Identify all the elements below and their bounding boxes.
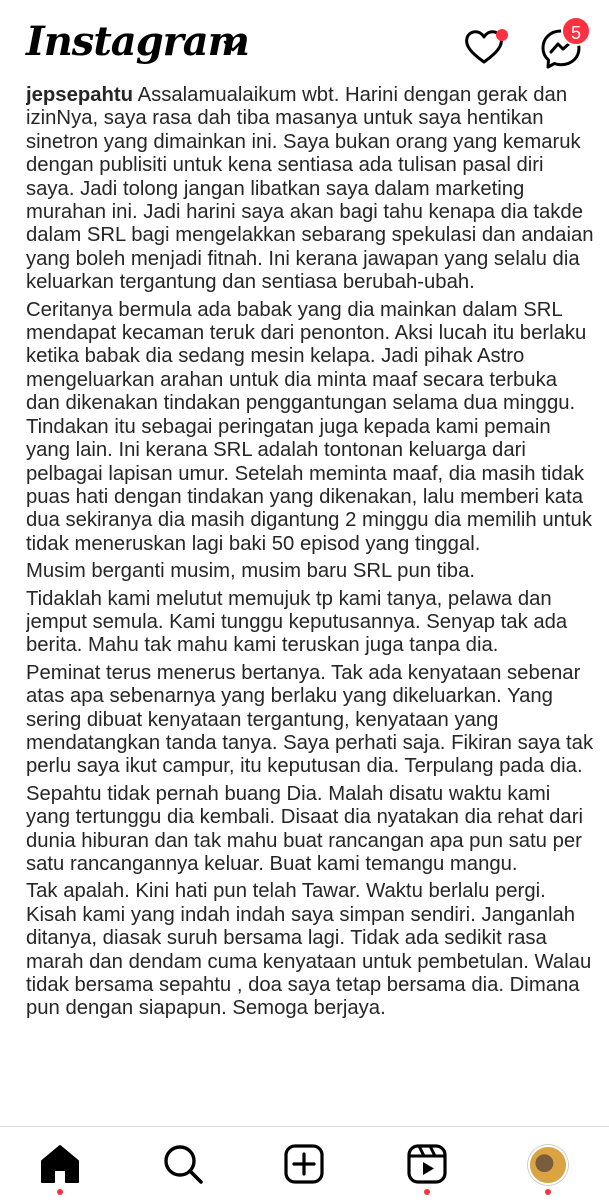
caption-paragraph: Tak apalah. Kini hati pun telah Tawar. Waktu berlalu pergi. Kisah kami yang indah indah saya simpan sendiri. Janganlah ditanya, diasak suruh bersama lagi. Tidak ada sedikit rasa marah dan dendam cuma kenyataan untuk pembetulan. Walau tidak bersama sepahtu , doa saya tetap bersama dia. Dimana pun dengan siapapun. Semoga berjaya. (26, 880, 592, 1020)
caption-paragraph (26, 84, 596, 295)
home-activity-dot (57, 1189, 63, 1195)
profile-activity-dot (545, 1189, 551, 1195)
caption-paragraph: Musim berganti musim, musim baru SRL pun tiba. (26, 560, 475, 583)
caption-paragraph: Peminat terus menerus bertanya. Tak ada kenyataan sebenar atas apa sebenarnya yang berlaku yang dikeluarkan. Yang sering dibuat kenyataan tergantung, kenyataan yang mendatangkan tanda tanya. Saya perhati saja. Fikiran saya tak perlu saya ikut campur, itu keputusan dia. Terpulang pada dia. (26, 661, 594, 778)
caption-paragraph: Sepahtu tidak pernah buang Dia. Malah disatu waktu kami yang tertunggu dia kembali. Disaat dia nyatakan dia rehat dari dunia hiburan dan tak mahu buat rancangan apa pun satu per satu rancangannya keluar. Buat kami temangu mangu. (26, 782, 583, 875)
top-bar (0, 0, 609, 90)
avatar[interactable] (528, 1145, 568, 1185)
plus-square-icon[interactable] (281, 1141, 327, 1187)
home-icon[interactable] (37, 1141, 83, 1187)
reels-activity-dot (424, 1189, 430, 1195)
post-username[interactable]: jepsepahtu (26, 84, 134, 106)
notification-dot (496, 29, 508, 41)
caption-text: Assalamualaikum wbt. Harini dengan gerak dan izinNya, saya rasa dah tiba masanya untuk saya hentikan sinetron yang dimainkan ini. Saya bukan orang yang kemaruk dengan publisiti untuk kena sentiasa ada tulisan pasal diri saya. Jadi tolong jangan libatkan saya dalam marketing murahan ini. Jadi harini saya akan bagi tahu kenapa dia takde dalam SRL bagi mengelakkan sebarang spekulasi dan andaian yang boleh menjadi fitnah. Ini kerana jawapan yang selalu dia keluarkan tergantung dan sentiasa berubah-ubah. (26, 84, 594, 294)
post-caption (26, 84, 596, 1124)
caption-paragraph: Ceritanya bermula ada babak yang dia mainkan dalam SRL mendapat kecaman teruk dari penonton. Aksi lucah itu berlaku ketika babak dia sedang mesin kelapa. Jadi pihak Astro mengeluarkan arahan untuk dia minta maaf secara terbuka dan dikenakan tindakan penggantungan selama dua minggu. Tindakan itu sebagai peringatan juga kepada kami pemain yang lain. Ini kerana SRL adalah tontonan keluarga dari pelbagai lapisan umur. Setelah meminta maaf, dia masih tidak puas hati dengan tindakan yang dikenakan, lalu memberi kata dua sekiranya dia masih digantung 2 minggu dia memilih untuk tidak meneruskan lagi baki 50 episod yang tinggal. (26, 298, 592, 555)
instagram-logo[interactable]: Instagram (26, 18, 249, 65)
chevron-down-icon[interactable] (222, 38, 244, 54)
reels-icon[interactable] (404, 1141, 450, 1187)
bottom-nav (0, 1126, 609, 1200)
messages-badge: 5 (561, 16, 591, 46)
caption-paragraph: Tidaklah kami melutut memujuk tp kami tanya, pelawa dan jemput semula. Kami tunggu keputusannya. Senyap tak ada berita. Mahu tak mahu kami teruskan juga tanpa dia. (26, 587, 568, 657)
search-icon[interactable] (160, 1141, 206, 1187)
